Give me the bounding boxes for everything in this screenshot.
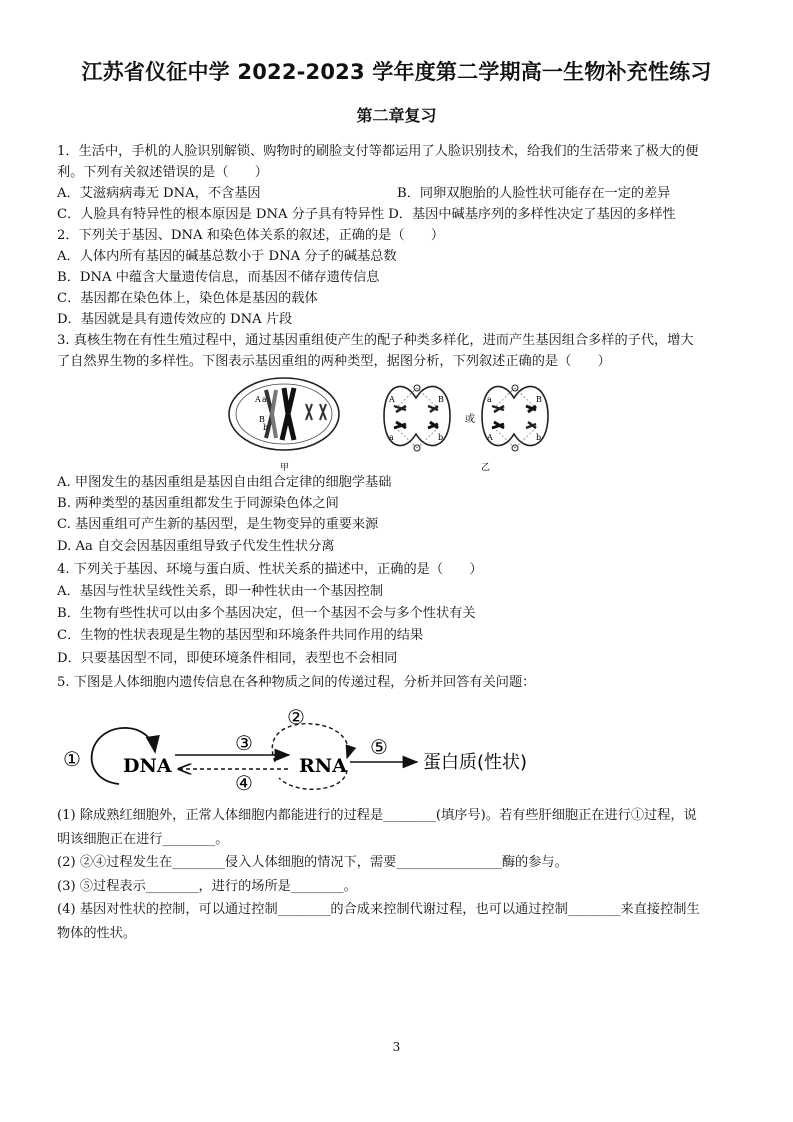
q1-stem-line1: 1．生活中，手机的人脸识别解锁、购物时的刷脸支付等都运用了人脸识别技术，给我们的生活带来了极大的便 [57,144,699,159]
q1-options-cd: C．人脸具有特异性的根本原因是 DNA 分子具有特异性 D．基因中碱基序列的多样性决定了基因的多样性 [57,207,676,222]
figure-yi-right-label-b-lower: b [536,433,542,442]
q1-options-ab [57,184,747,204]
figure-jia-cell [229,378,339,450]
figure-yi-left-label-b-lower: b [438,433,444,442]
central-dogma-diagram [57,700,557,800]
q3-option-c: C. 基因重组可产生新的基因型，是生物变异的重要来源 [57,517,379,532]
process-5-label: ⑤ [370,735,388,759]
q2-option-a: A．人体内所有基因的碱基总数小于 DNA 分子的碱基总数 [57,249,397,264]
figure-yi-cell-right [482,385,548,451]
figure-jia-label-a-upper: A [255,395,261,404]
q1-option-a: A．艾滋病病毒无 DNA，不含基因 [57,186,261,201]
figure-yi-right-label-a-lower: a [487,395,492,404]
figure-jia-label-b-upper: B [259,415,265,424]
q1-stem-line2: 利。下列有关叙述错误的是（ ） [57,165,268,180]
q5-sub4-line1: (4) 基因对性状的控制，可以通过控制________的合成来控制代谢过程，也可以通过控制________来直接控制生 [57,902,700,917]
q2-stem: 2．下列关于基因、DNA 和染色体关系的叙述，正确的是（ ） [57,228,445,243]
q4-option-c: C．生物的性状表现是生物的基因型和环境条件共同作用的结果 [57,628,424,643]
figure-yi-cell-left [384,385,450,451]
q2-option-d: D．基因就是具有遗传效应的 DNA 片段 [57,312,293,327]
process-3-label: ③ [235,731,253,755]
rna-label: RNA [299,755,347,777]
q5-sub2: (2) ②④过程发生在________侵入人体细胞的情况下，需要________________酶的参与。 [57,855,568,870]
q5-stem: 5. 下图是人体细胞内遗传信息在各种物质之间的传递过程，分析并回答有关问题： [57,675,536,690]
q5-sub1-line2: 明该细胞正在进行________。 [57,832,229,847]
q4-option-b: B．生物有些性状可以由多个基因决定，但一个基因不会与多个性状有关 [57,606,476,621]
q3-option-a: A. 甲图发生的基因重组是基因自由组合定律的细胞学基础 [57,475,392,490]
q3-option-b: B. 两种类型的基因重组都发生于同源染色体之间 [57,496,339,511]
gene-recombination-figure [226,376,576,476]
q1-option-b: B．同卵双胞胎的人脸性状可能存在一定的差异 [397,186,671,201]
figure-yi-left-label-a-upper: A [389,395,395,404]
dna-label: DNA [123,755,172,777]
page-title: 江苏省仪征中学 2022-2023 学年度第二学期高一生物补充性练习 [81,60,712,84]
process-4-label: ④ [235,771,253,795]
q5-sub3: (3) ⑤过程表示________，进行的场所是________。 [57,879,357,894]
process-1-label: ① [63,747,81,771]
q4-stem: 4. 下列关于基因、环境与蛋白质、性状关系的描述中，正确的是（ ） [57,562,483,577]
figure-yi-left-label-b-upper: B [438,395,444,404]
q2-option-b: B．DNA 中蕴含大量遗传信息，而基因不储存遗传信息 [57,270,380,285]
chapter-subtitle: 第二章复习 [356,106,437,125]
protein-trait-label: 蛋白质(性状) [423,752,528,773]
q5-sub4-line2: 物体的性状。 [57,926,137,941]
q2-option-c: C．基因都在染色体上，染色体是基因的载体 [57,291,318,306]
page-number: 3 [392,1040,401,1054]
process-2-label: ② [287,705,305,729]
q3-stem-line2: 了自然界生物的多样性。下图表示基因重组的两种类型，据图分析，下列叙述正确的是（ ） [57,354,611,369]
figure-jia-label: 甲 [280,463,290,473]
q3-stem-line1: 3. 真核生物在有性生殖过程中，通过基因重组使产生的配子种类多样化，进而产生基因组合多样的子代，增大 [57,333,694,348]
q3-option-d: D. Aa 自交会因基因重组导致子代发生性状分离 [57,539,335,554]
figure-yi-label: 乙 [481,463,491,473]
q4-option-d: D．只要基因型不同，即使环境条件相同，表型也不会相同 [57,651,398,666]
q4-option-a: A．基因与性状呈线性关系，即一种性状由一个基因控制 [57,584,384,599]
figure-jia-label-a-lower: a [262,395,267,404]
figure-yi-right-label-a-upper: A [487,433,493,442]
figure-jia-label-b-lower: b [263,423,269,432]
figure-yi-right-label-b-upper: B [536,395,542,404]
figure-yi-left-label-a-lower: a [389,433,394,442]
figure-or-label: 或 [465,414,475,425]
q5-sub1-line1: (1) 除成熟红细胞外，正常人体细胞内都能进行的过程是________(填序号)。若有些肝细胞正在进行①过程，说 [57,808,697,823]
